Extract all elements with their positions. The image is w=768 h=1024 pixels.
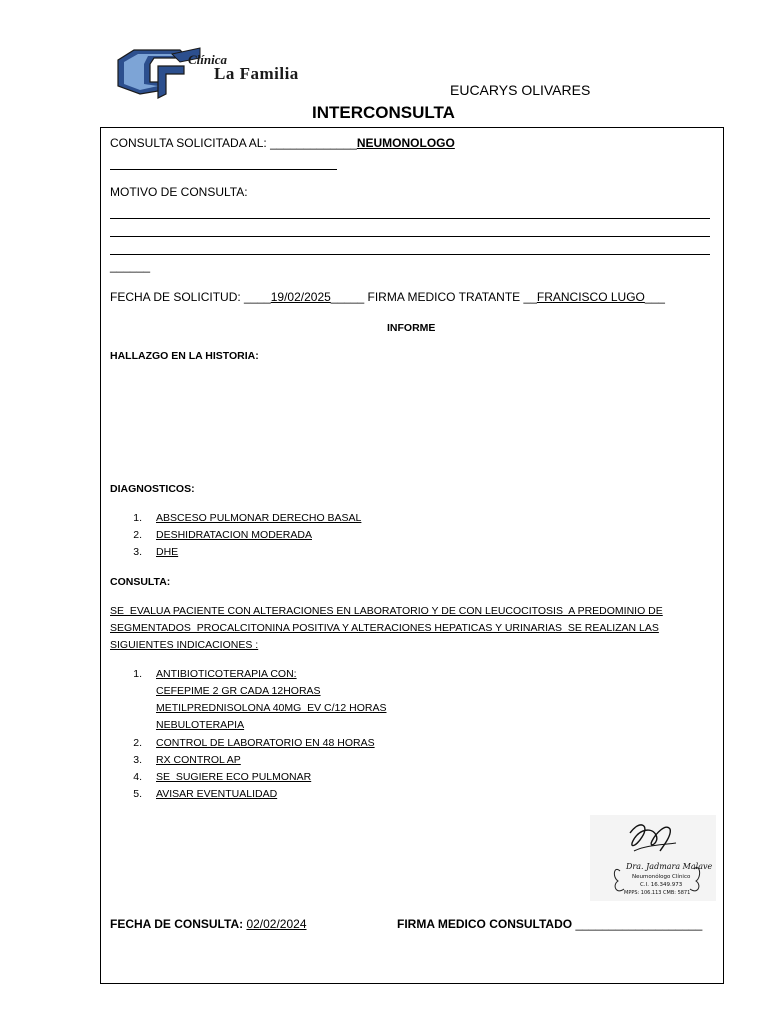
consulta-solicitada-label: CONSULTA SOLICITADA AL: [110,136,271,150]
consulta-paragraph-line: SIGUIENTES INDICACIONES : [110,639,259,651]
diagnostico-number: 3. [133,546,142,558]
firma-tratante-value: FRANCISCO LUGO [536,290,645,304]
diagnostico-number: 2. [133,529,142,541]
consulta-extra-line [110,169,337,170]
indicacion-number: 1. [133,668,142,680]
indicacion-number: 3. [133,754,142,766]
hallazgo-heading: HALLAZGO EN LA HISTORIA: [110,350,259,362]
consulta-paragraph-line: SE EVALUA PACIENTE CON ALTERACIONES EN LABORATORIO Y DE CON LEUCOCITOSIS A PREDOMINIO DE [110,605,663,617]
indicacion-number: 4. [133,771,142,783]
motivo-line-tail: ______ [110,259,151,273]
stamp-name: Dra. Jadmara Malave [626,862,713,871]
signature-stamp [590,815,716,901]
fecha-solicitud-blank-pre: ____ [244,290,271,304]
document-title: INTERCONSULTA [312,103,455,122]
consulta-solicitada-value: NEUMONOLOGO [356,136,455,150]
diagnosticos-heading: DIAGNOSTICOS: [110,483,195,495]
consulta-heading: CONSULTA: [110,576,171,588]
fecha-solicitud-value: 19/02/2025 [270,290,331,304]
motivo-consulta-label: MOTIVO DE CONSULTA: [110,185,248,199]
motivo-line-3 [110,254,710,255]
firma-tratante-blank-post: ___ [644,290,665,304]
diagnostico-number: 1. [133,512,142,524]
fecha-consulta-row [110,917,307,931]
logo-text-clinica: Clínica [188,52,228,67]
patient-name: EUCARYS OLIVARES [450,82,591,98]
fecha-solicitud-label: FECHA DE SOLICITUD: [110,290,245,304]
signature-image [590,815,716,901]
indicacion-item: AVISAR EVENTUALIDAD [156,788,278,800]
indicacion-number: 2. [133,737,142,749]
motivo-line-2 [110,236,710,237]
consulta-solicitada-row [110,136,455,150]
consulta-paragraph-line: SEGMENTADOS PROCALCITONINA POSITIVA Y ALTERACIONES HEPATICAS Y URINARIAS SE REALIZAN LAS [110,622,659,634]
informe-heading: INFORME [387,322,436,334]
indicacion-item: NEBULOTERAPIA [156,719,245,731]
indicacion-item: SE SUGIERE ECO PULMONAR [156,771,312,783]
indicacion-item: RX CONTROL AP [156,754,241,766]
firma-consultado-row [397,917,702,931]
stamp-specialty: Neumonólogo Clínico [632,874,691,880]
indicacion-item: CONTROL DE LABORATORIO EN 48 HORAS [156,737,375,749]
indicacion-item: CEFEPIME 2 GR CADA 12HORAS [156,685,321,697]
diagnostico-item: DESHIDRATACION MODERADA [156,529,312,541]
firma-consultado-label: FIRMA MEDICO CONSULTADO [397,917,576,931]
fecha-solicitud-row [110,290,665,304]
consulta-solicitada-blank: _____________ [270,136,357,150]
stamp-reg: MPPS: 106.113 CMB: 5871 [624,890,691,896]
firma-tratante-blank-pre: __ [523,290,537,304]
firma-tratante-label: FIRMA MEDICO TRATANTE [364,290,524,304]
fecha-consulta-label: FECHA DE CONSULTA: [110,917,247,931]
fecha-solicitud-blank-post: _____ [330,290,365,304]
indicacion-item: ANTIBIOTICOTERAPIA CON: [156,668,297,680]
fecha-consulta-value: 02/02/2024 [246,917,307,931]
indicacion-number: 5. [133,788,142,800]
diagnostico-item: DHE [156,546,179,558]
diagnostico-item: ABSCESO PULMONAR DERECHO BASAL [156,512,362,524]
indicacion-item: METILPREDNISOLONA 40MG EV C/12 HORAS [156,702,387,714]
stamp-ci: C.I. 16.349.973 [640,882,683,888]
logo-text-la-familia: La Familia [214,64,299,83]
motivo-line-1 [110,218,710,219]
firma-consultado-blank: ___________________ [575,917,703,931]
